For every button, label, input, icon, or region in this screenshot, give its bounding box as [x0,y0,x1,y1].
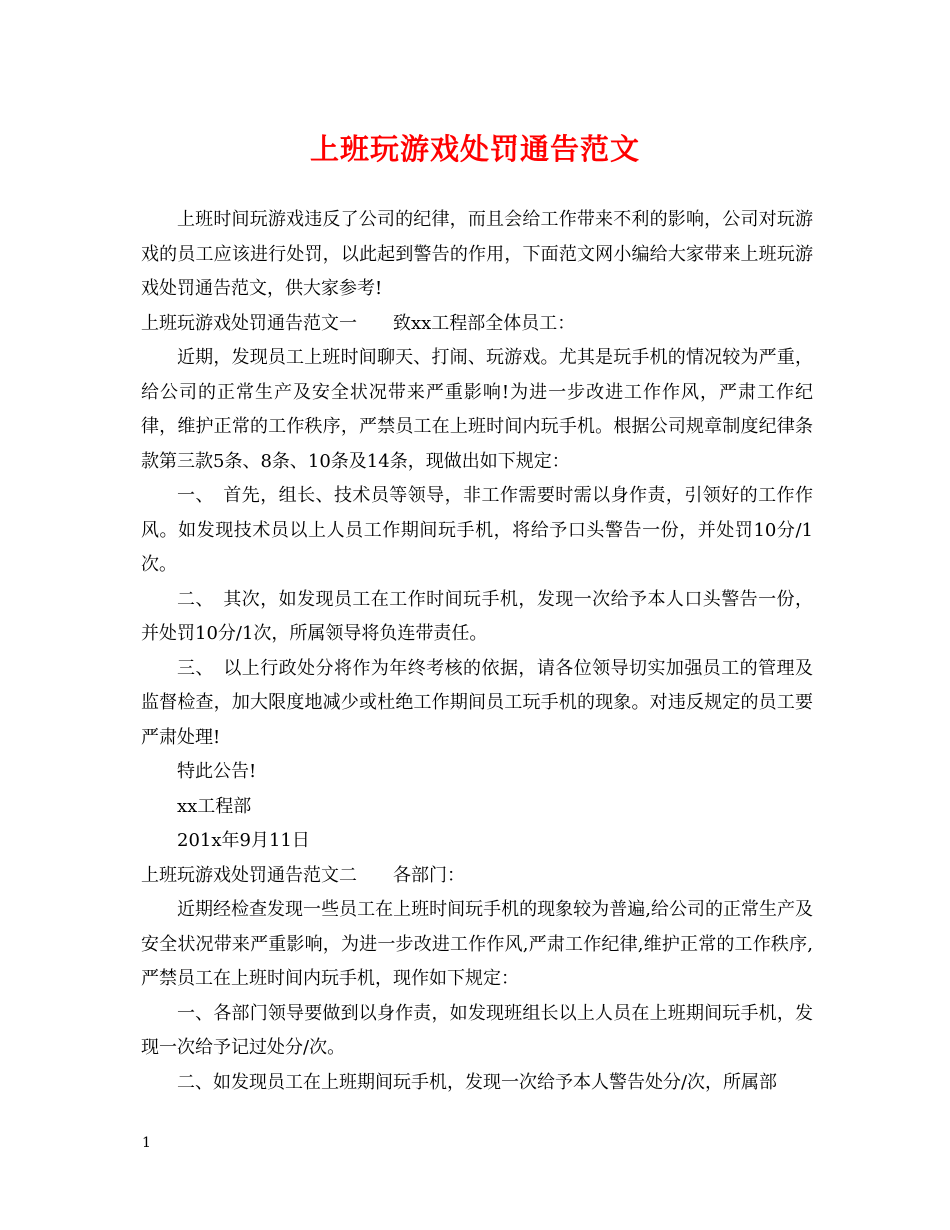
notice-closing: 特此公告! [177,761,257,782]
sample-two-rule-one: 一、各部门领导要做到以身作责，如发现班组长以上人员在上班期间玩手机，发现一次给予记过处分/次。 [141,1002,813,1058]
rule-two-paragraph: 二、 其次，如发现员工在工作时间玩手机，发现一次给予本人口头警告一份，并处罚10分/1次，所属领导将负连带责任。 [141,588,813,644]
department-signature: xx工程部 [177,795,252,817]
sample-two-heading: 上班玩游戏处罚通告范文二 各部门： [141,864,465,886]
sample-two-paragraph: 近期经检查发现一些员工在上班时间玩手机的现象较为普遍,给公司的正常生产及安全状况带来严重影响，为进一步改进工作作风,严肃工作纪律,维护正常的工作秩序,严禁员工在上班时间内玩手机，现作如下规定： [141,899,813,989]
notice-date: 201x年9月11日 [177,830,310,851]
sample-one-heading: 上班玩游戏处罚通告范文一 致xx工程部全体员工： [141,312,576,334]
sample-one-paragraph: 近期，发现员工上班时间聊天、打闹、玩游戏。尤其是玩手机的情况较为严重，给公司的正常生产及安全状况带来严重影响!为进一步改进工作作风，严肃工作纪律，维护正常的工作秩序，严禁员工在上班时间内玩手机。根据公司规章制度纪律条款第三款5条、8条、10条及14条，现做出如下规定： [141,347,813,472]
page-number: 1 [142,1135,151,1151]
intro-paragraph: 上班时间玩游戏违反了公司的纪律，而且会给工作带来不利的影响，公司对玩游戏的员工应该进行处罚，以此起到警告的作用，下面范文网小编给大家带来上班玩游戏处罚通告范文，供大家参考! [141,209,813,299]
rule-three-paragraph: 三、 以上行政处分将作为年终考核的依据，请各位领导切实加强员工的管理及监督检查，加大限度地减少或杜绝工作期间员工玩手机的现象。对违反规定的员工要严肃处理! [141,657,813,748]
sample-two-rule-two: 二、如发现员工在上班期间玩手机，发现一次给予本人警告处分/次，所属部 [177,1071,778,1093]
rule-one-paragraph: 一、 首先，组长、技术员等领导，非工作需要时需以身作责，引领好的工作作风。如发现技术员以上人员工作期间玩手机，将给予口头警告一份，并处罚10分/1次。 [141,485,813,575]
document-body [141,203,813,1100]
document-title: 上班玩游戏处罚通告范文 [309,132,640,166]
